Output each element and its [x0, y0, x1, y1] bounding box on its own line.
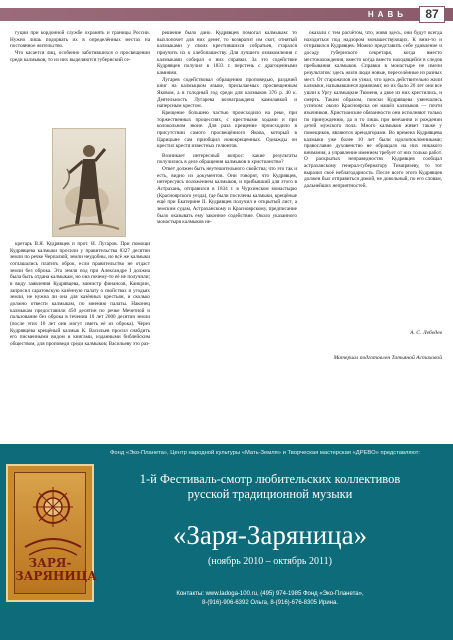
paragraph: Возникает интересный вопрос: какие результаты получились в деле обращения калмыков в христианство? — [157, 152, 297, 166]
contacts-line-1: Контакты: www.ladoga-100.ru, (495) 974-1985 Фонд «Эко-Планета», — [176, 591, 364, 597]
prepared-by-credit: Материал подготовлен Татьяной Астаховой — [333, 355, 442, 361]
festival-dates: (ноябрь 2010 – октябрь 2011) — [208, 556, 332, 567]
article-column-1 — [10, 30, 150, 347]
festival-line: 1-й Фестиваль-смотр любительских коллективов — [139, 472, 401, 486]
banner-organizers: Фонд «Эко-Планета», Центр народной культуры «Мать-Земля» и Творческая мастерская «ДРЕВО» представляют: — [110, 450, 420, 456]
festival-banner — [0, 444, 453, 640]
festival-contacts — [96, 590, 444, 607]
header-bar — [0, 8, 453, 21]
paragraph: Крещение большею частью происходило на реке, при торжественных процессиях, с крестными ходами и при колокольном звоне. Для раза крещение происходило в присутствии самого просвещённого Якова, который в Царицыне сам приобщил новокрещенных. Однажды он крестил крестя известных гелюнгов. — [157, 109, 297, 150]
festival-subject: русской традиционной музыки — [187, 487, 353, 501]
festival-name: «Заря-Заряница» — [172, 520, 368, 550]
poster-title-line1: ЗАРЯ- — [28, 556, 72, 570]
festival-poster-art — [6, 464, 98, 602]
poster-title-line2: ЗАРЯНИЦА — [15, 569, 98, 583]
article-column-2 — [157, 30, 297, 226]
section-title: НАВЬ — [367, 10, 407, 19]
article-column-3 — [304, 30, 442, 361]
ornament-icon — [17, 477, 89, 563]
paragraph: Лугарев содействовал обращению проповедью, раздачей книг на калмыцком языке, присылаемых просвещенным Яковом, а в голодный год среди для калмыков 376 р. 40 к. Деятельность Лугарева вознаграждена камилавкой и наперсным крестом. — [157, 76, 297, 110]
paragraph: кретарь В.Я. Кудрявцев и прот. И. Лугаров. При помощи Кудрявцева калмыки просили у правительства 8327 десятин земли по речке Черпалюй; земли неудобны, но всё же калмыки соглашались платить оброк, если правительство не отдаст земли без оброка. Эта земля под при Александре I должна была быть отдана калмыкам, но она почему-то её не получили; в виду заявления Кудрявцева, министр финансов, Канкрин, запросил саратовскую казённую палату о свойствах и угодьях земли, не нужна ли она для казённых крестьян, и сколько должно отвести калмыкам, по мнению палаты. Наконец калмыкам предоставили 450 десятин по речке Мечетной и пользование без оброка в течении 10 лет 2000 десятин земли (после этих 10 лет они могут иметь её из оброка). Через Кудрявцева крещёный калмык К. Васильев просил снабдить его писменными видом и книгами, изданными библейским обществом, для проповеди среди калмыков; Васильеву это раз- — [10, 241, 150, 347]
paragraph: гуции при кордонной службе охранять и границы России. Нужно лишь подорвать их в определённых местах на постоянное жительство. — [10, 30, 150, 50]
contacts-line-2: 8-(916)-906-6392 Ольга, 8-(916)-676-8305 Ирина. — [202, 599, 338, 606]
figure-drawing-icon — [53, 129, 125, 236]
paragraph: оказали с тем расчётом, что, живя здесь, они будут всегда находиться под надзором монашествующих. К вниз-то и отправился Кудрявцев. Можно представить себе удивление и досаду губернского секретаря, когда вместо местонахождения, вместо когда вместо находящейся в следов пребывания калмыков. Справки в монастыре не имели результатов: здесь жили люди новые, переселённые из разных мест. От старожилов он узнал, что здесь действительно жили калмыки, называвшиеся армянами; но их было 20 лет они все ушли к Ургу калмыцкие Тюменя, а двое из них крестились, и смерть. Таким образом, поиски Кудрявцева увенчались успехом: около Красноярска он нашёл калмыков — почти язычников. Христианские обязанности они исполняют только по принуждению, да и то лишь при венчании и рождении детей мужского пола. Много калмыков живет также у помещиков, являются арендаторами. Во времена Кудрявцева калмыки уже более 10 лет были идолопоклонниками; православие духовенство не обращало на них никакого внимания, а управление имением требует от них только работ. О раскрытых неправедностях Кудрявцев сообщал астраханскому генерал-губернатору Тимирязеву, то тот выразил своё неблагодарность. После всего этого Кудрявцев должен был отправиться домой, не довольный, по его словам, дальнейших неприятностей. — [304, 30, 442, 190]
paragraph: Ответ должен быть неутешительного свойства; что это так и есть, видно из документов. Они говорят, что Кудрявцев, интересуясь положением калмыков, и прибывший для этого в Астрахань, отправился в 1834 г. в Чурхинском монастырю (Красноярского уезда), где были поселены калмыки, крещёные ещё при Екатерине II. Кудрявцев получил и открытый лист, а земским судам, Астраханскому и Красноярскому, предписание было оказывать ему законное содействие. Около указанного монастыря калмыков не- — [157, 166, 297, 226]
paragraph: решение было дано. Кудрявцев помогал калмыкам: то выхлопочет для них денег, то возвратит им скот, отнятый калмыками у своих крестившихся собратьев, старался приучить их к хлебопашеству. Для лучшего ознакомления с калмыками собирал о них справки. За это содействие Кудрявцев получил в 1833 г. перстень с драгоценными камнями. — [157, 30, 297, 76]
author-signature: А. С. Лебедев — [410, 330, 442, 336]
page-number: 87 — [419, 6, 445, 23]
illustration-image — [52, 128, 126, 237]
paragraph: Что касается лиц, особенно заботившихся о просвещении среди калмыков, то из них выделяются губернский се- — [10, 49, 150, 63]
